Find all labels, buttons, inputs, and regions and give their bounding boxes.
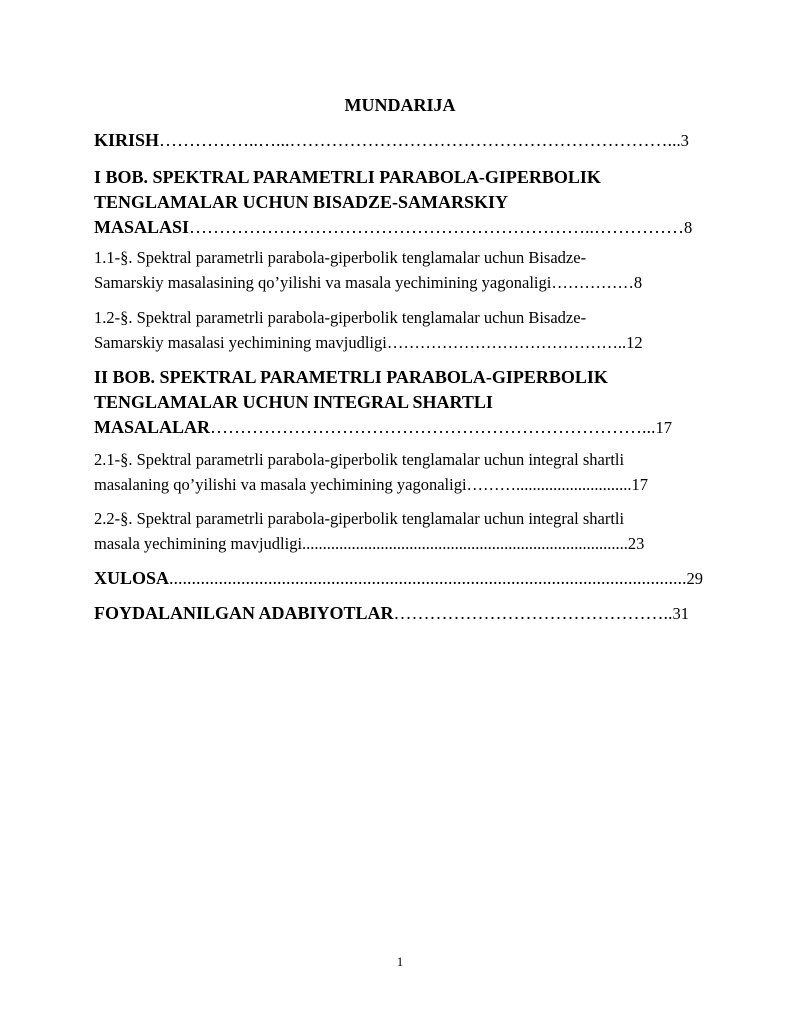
- toc-entry-line: II BOB. SPEKTRAL PARAMETRLI PARABOLA-GIPERBOLIK: [94, 367, 608, 387]
- toc-page-number: 12: [626, 333, 643, 352]
- toc-page-number: 31: [672, 604, 690, 623]
- toc-entry: [94, 165, 706, 240]
- toc-page-number: .3: [676, 131, 689, 150]
- toc-leader-dots: ...............................................................................: [302, 534, 628, 553]
- toc-entry-last-line: [94, 128, 706, 153]
- toc-entry-title: masalaning qo’yilishi va masala yechimining yagonaligi: [94, 475, 467, 494]
- toc-entry-line: 2.1-§. Spektral parametrli parabola-giperbolik tenglamalar uchun integral shartli: [94, 450, 625, 469]
- toc-entry-last-line: [94, 215, 706, 240]
- toc-leader-dots: ...................................................................................................................: [169, 568, 687, 588]
- toc-leader-dots: ………............................: [466, 475, 632, 494]
- toc-entry: [94, 245, 706, 295]
- toc-entry-last-line: [94, 415, 706, 440]
- toc-page-number: 17: [655, 418, 673, 437]
- toc-entry: [94, 506, 706, 556]
- page-title: MUNDARIJA: [344, 95, 456, 115]
- toc-entry-title: FOYDALANILGAN ADABIYOTLAR: [94, 603, 394, 623]
- toc-entry-title: Samarskiy masalasining qo’yilishi va masala yechimining yagonaligi: [94, 273, 552, 292]
- toc-entry: [94, 566, 706, 591]
- toc-entry-line: 2.2-§. Spektral parametrli parabola-giperbolik tenglamalar uchun integral shartli: [94, 509, 625, 528]
- toc-entry-last-line: [94, 531, 706, 556]
- toc-entry-title: MASALASI: [94, 217, 190, 237]
- toc-entry: [94, 365, 706, 440]
- toc-entry: [94, 447, 706, 497]
- toc-entry-title: masala yechimining mavjudligi: [94, 534, 303, 553]
- toc-entry-title: Samarskiy masalasi yechimining mavjudligi: [94, 333, 387, 352]
- toc-page-number: 8: [684, 218, 693, 237]
- toc-page-number: 8: [633, 273, 643, 292]
- toc-page-number: 17: [631, 475, 649, 494]
- toc-entry: [94, 601, 706, 626]
- toc-entry-line: I BOB. SPEKTRAL PARAMETRLI PARABOLA-GIPERBOLIK: [94, 167, 601, 187]
- toc-leader-dots: ………………………………………..: [393, 603, 673, 623]
- toc-leader-dots: …………………………………………………………..……………: [189, 217, 685, 237]
- toc-entry-line: 1.2-§. Spektral parametrli parabola-giperbolik tenglamalar uchun Bisadze-: [94, 308, 587, 327]
- toc-entry-title: KIRISH: [94, 130, 160, 150]
- toc-page-number: 29: [686, 569, 704, 588]
- toc-entry-last-line: [94, 270, 706, 295]
- toc-leader-dots: ……………..…...………………………………………………………..: [159, 130, 677, 150]
- toc-entry-line: 1.1-§. Spektral parametrli parabola-giperbolik tenglamalar uchun Bisadze-: [94, 248, 587, 267]
- toc-entry-title: XULOSA: [94, 568, 170, 588]
- toc-leader-dots: ……………………………………..: [386, 333, 627, 352]
- toc-entry-last-line: [94, 330, 706, 355]
- toc-entry: [94, 305, 706, 355]
- toc-page-number: 23: [627, 534, 645, 553]
- toc-entry-last-line: [94, 472, 706, 497]
- toc-entry-last-line: [94, 601, 706, 626]
- toc-entry-line: TENGLAMALAR UCHUN BISADZE-SAMARSKIY: [94, 192, 509, 212]
- toc-entry: [94, 128, 706, 153]
- toc-entry-last-line: [94, 566, 706, 591]
- toc-entry-title: MASALALAR: [94, 417, 211, 437]
- toc-leader-dots: ……………: [551, 273, 634, 292]
- toc-entry-line: TENGLAMALAR UCHUN INTEGRAL SHARTLI: [94, 392, 493, 412]
- toc-leader-dots: ………………………………………………………………...: [210, 417, 656, 437]
- page-number: 1: [396, 954, 404, 969]
